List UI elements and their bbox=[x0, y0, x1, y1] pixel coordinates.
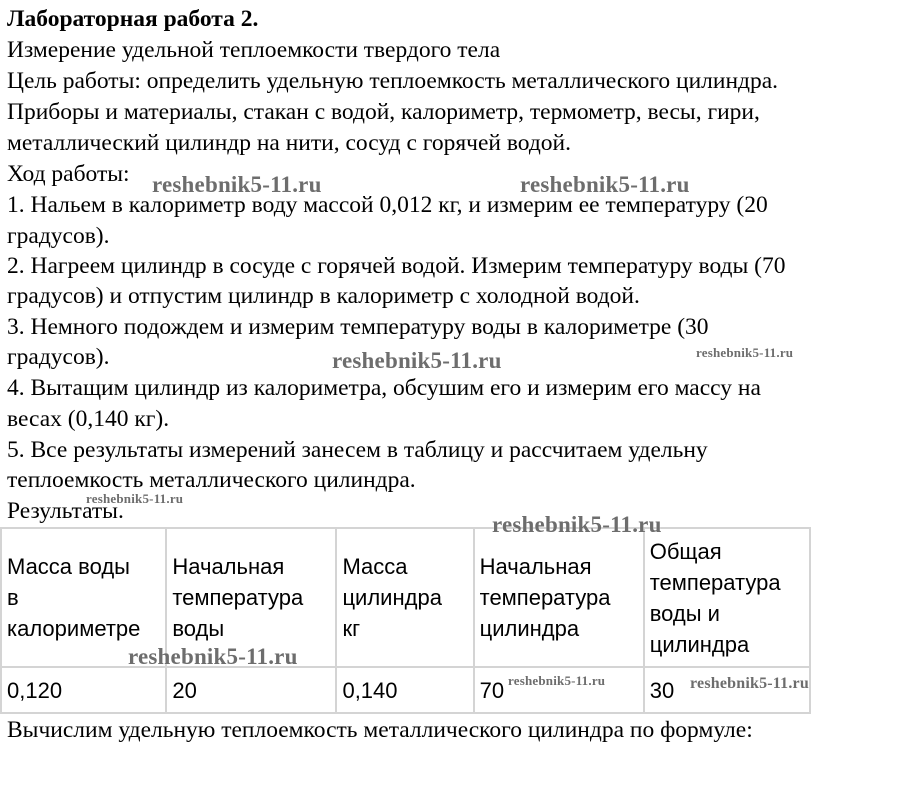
table-row bbox=[1, 667, 810, 713]
header-cylinder-initial-temp bbox=[474, 528, 644, 667]
step-3-line-1: 3. Немного подождем и измерим температуру воды в калориметре (30 bbox=[7, 314, 709, 340]
value-total-temp: 30 bbox=[644, 667, 810, 713]
header-cell-line: воды и bbox=[649, 600, 720, 626]
step-1-line-2: градусов). bbox=[7, 223, 110, 249]
value-cylinder-initial-temp: 70 bbox=[474, 667, 644, 713]
step-3-line-2: градусов). bbox=[7, 344, 110, 370]
header-cell-line: температура bbox=[479, 585, 611, 610]
header-cell-line: Начальная bbox=[479, 554, 592, 579]
document-subtitle: Измерение удельной теплоемкости твердого тела bbox=[7, 37, 501, 63]
results-heading: Результаты. bbox=[7, 498, 124, 524]
header-cell-line: кг bbox=[342, 616, 361, 641]
header-cell-line: температура bbox=[172, 585, 304, 610]
header-cell-line: цилиндра bbox=[342, 585, 442, 610]
step-4-line-2: весах (0,140 кг). bbox=[7, 406, 170, 432]
equipment-text-line-2: металлический цилиндр на нити, сосуд с горячей водой. bbox=[7, 130, 571, 156]
watermark: reshebnik5-11.ru bbox=[152, 172, 322, 197]
document-title: Лабораторная работа 2. bbox=[7, 6, 259, 32]
header-cell-line: Масса воды bbox=[7, 554, 130, 579]
header-cell-line: в bbox=[7, 585, 19, 610]
value-water-mass: 0,120 bbox=[1, 667, 166, 713]
step-5-line-1: 5. Все результаты измерений занесем в таблицу и рассчитаем удельну bbox=[7, 437, 708, 463]
step-1-line-1: 1. Нальем в калориметр воду массой 0,012 кг, и измерим ее температуру (20 bbox=[7, 192, 768, 218]
header-cell-line: калориметре bbox=[7, 616, 141, 641]
value-water-initial-temp: 20 bbox=[166, 667, 336, 713]
header-cell-line: цилиндра bbox=[649, 631, 750, 657]
watermark: reshebnik5-11.ru bbox=[128, 644, 298, 669]
step-2-line-1: 2. Нагреем цилиндр в сосуде с горячей водой. Измерим температуру воды (70 bbox=[7, 253, 786, 279]
watermark: reshebnik5-11.ru bbox=[86, 491, 184, 506]
value-cylinder-mass: 0,140 bbox=[336, 667, 473, 713]
header-cell-line: цилиндра bbox=[479, 616, 580, 641]
watermark: reshebnik5-11.ru bbox=[690, 675, 809, 692]
header-cell-line: воды bbox=[172, 616, 225, 641]
watermark: reshebnik5-11.ru bbox=[508, 673, 606, 688]
header-cell-line: Начальная bbox=[172, 554, 285, 579]
header-cell-line: температура bbox=[649, 569, 781, 595]
step-2-line-2: градусов) и отпустим цилиндр в калориметр с холодной водой. bbox=[7, 283, 640, 309]
header-cell-line: Общая bbox=[649, 538, 722, 564]
watermark: reshebnik5-11.ru bbox=[332, 348, 502, 373]
step-5-line-2: теплоемкость металлического цилиндра. bbox=[7, 467, 416, 493]
goal-text: Цель работы: определить удельную теплоемкость металлического цилиндра. bbox=[7, 68, 779, 94]
watermark: reshebnik5-11.ru bbox=[696, 345, 794, 360]
watermark: reshebnik5-11.ru bbox=[492, 512, 662, 537]
header-total-temp bbox=[644, 528, 810, 667]
equipment-text-line-1: Приборы и материалы, стакан с водой, калориметр, термометр, весы, гири, bbox=[7, 99, 760, 125]
procedure-heading: Ход работы: bbox=[7, 161, 130, 187]
formula-intro: Вычислим удельную теплоемкость металлического цилиндра по формуле: bbox=[7, 717, 753, 743]
table-header-row bbox=[1, 528, 810, 667]
header-cylinder-mass bbox=[336, 528, 473, 667]
step-4-line-1: 4. Вытащим цилиндр из калориметра, обсушим его и измерим его массу на bbox=[7, 375, 761, 401]
header-cell-line: Масса bbox=[342, 554, 408, 579]
watermark: reshebnik5-11.ru bbox=[520, 172, 690, 197]
